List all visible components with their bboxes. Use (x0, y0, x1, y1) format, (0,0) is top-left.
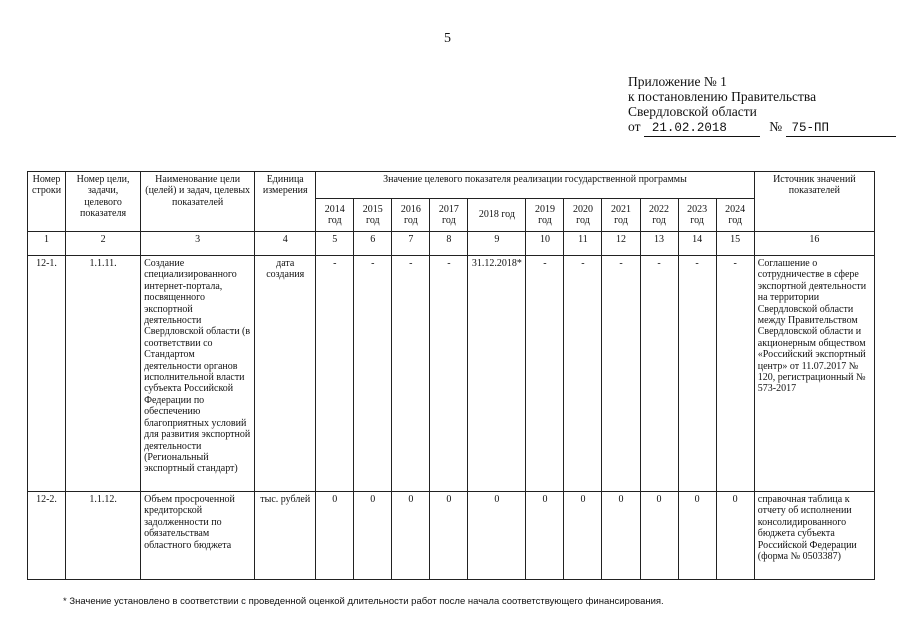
header-year: 2024 год (716, 199, 754, 232)
appendix-line-2: к постановлению Правительства (628, 89, 817, 104)
column-number: 12 (602, 232, 640, 256)
value-cell: 0 (316, 492, 354, 580)
indicator-table (27, 171, 875, 580)
header-year: 2015 год (354, 199, 392, 232)
value-cell: - (678, 256, 716, 492)
appendix-header (628, 74, 896, 137)
value-cell: - (354, 256, 392, 492)
number-label: № (769, 119, 783, 134)
value-cell: - (602, 256, 640, 492)
page-number: 5 (444, 31, 451, 46)
column-number: 9 (468, 232, 526, 256)
header-year: 2018 год (468, 199, 526, 232)
header-goal-num: Номер цели, задачи, целевого показателя (66, 172, 141, 232)
column-number: 3 (141, 232, 255, 256)
header-year: 2022 год (640, 199, 678, 232)
value-cell: - (564, 256, 602, 492)
column-number: 5 (316, 232, 354, 256)
unit: дата создания (255, 256, 316, 492)
column-number: 4 (255, 232, 316, 256)
column-number: 7 (392, 232, 430, 256)
value-cell: 0 (640, 492, 678, 580)
column-number: 14 (678, 232, 716, 256)
appendix-line-3: Свердловской области (628, 104, 757, 119)
table-row (28, 256, 875, 492)
header-year: 2014 год (316, 199, 354, 232)
source-cell: справочная таблица к отчету об исполнении консолидированного бюджета субъекта Российской Федерации (форма № 0503387) (754, 492, 874, 580)
from-label: от (628, 119, 641, 134)
decree-date: 21.02.2018 (644, 121, 760, 137)
column-number: 1 (28, 232, 66, 256)
value-cell: - (430, 256, 468, 492)
column-number: 13 (640, 232, 678, 256)
value-cell: 0 (678, 492, 716, 580)
indicator-name: Объем просроченной кредиторской задолженности по обязательствам областного бюджета (141, 492, 255, 580)
value-cell: 0 (526, 492, 564, 580)
value-cell: 0 (354, 492, 392, 580)
header-year: 2020 год (564, 199, 602, 232)
value-cell: 0 (716, 492, 754, 580)
goal-number: 1.1.11. (66, 256, 141, 492)
value-cell: - (392, 256, 430, 492)
value-cell: 0 (392, 492, 430, 580)
column-numbers-row (28, 232, 875, 256)
row-number: 12-1. (28, 256, 66, 492)
decree-number: 75-ПП (786, 121, 896, 137)
column-number: 2 (66, 232, 141, 256)
header-unit: Единица измерения (255, 172, 316, 232)
value-cell: 0 (430, 492, 468, 580)
unit: тыс. рублей (255, 492, 316, 580)
header-row (28, 172, 875, 199)
appendix-date-line (628, 119, 896, 137)
appendix-title: Приложение № 1 (628, 74, 727, 89)
header-row-num: Номер строки (28, 172, 66, 232)
column-number: 16 (754, 232, 874, 256)
header-value-group: Значение целевого показателя реализации государственной программы (316, 172, 755, 199)
value-cell: 0 (468, 492, 526, 580)
column-number: 6 (354, 232, 392, 256)
goal-number: 1.1.12. (66, 492, 141, 580)
header-year: 2019 год (526, 199, 564, 232)
column-number: 15 (716, 232, 754, 256)
value-cell: - (716, 256, 754, 492)
value-cell: - (316, 256, 354, 492)
value-cell: 0 (564, 492, 602, 580)
indicator-name: Создание специализированного интернет-портала, посвященного экспортной деятельности Свердловской области (в соответствии со Стандартом деятельности органов исполнительной власти субъекта Российской Федерации по обеспечению благоприятных условий для развития экспортной деятельности (Региональный экспортный стандарт) (141, 256, 255, 492)
column-number: 8 (430, 232, 468, 256)
source-cell: Соглашение о сотрудничестве в сфере экспортной деятельности на территории Свердловской области между Правительством Свердловской области и акционерным обществом «Российский экспортный центр» от 11.07.2017 № 120, регистрационный № 573-2017 (754, 256, 874, 492)
header-year: 2023 год (678, 199, 716, 232)
table-row (28, 492, 875, 580)
header-source: Источник значений показателей (754, 172, 874, 232)
header-name: Наименование цели (целей) и задач, целевых показателей (141, 172, 255, 232)
header-year: 2017 год (430, 199, 468, 232)
header-year: 2021 год (602, 199, 640, 232)
row-number: 12-2. (28, 492, 66, 580)
column-number: 11 (564, 232, 602, 256)
footnote: * Значение установлено в соответствии с проведенной оценкой длительности работ после начала соответствующего финансирования. (63, 596, 664, 607)
column-number: 10 (526, 232, 564, 256)
value-cell: 0 (602, 492, 640, 580)
value-cell: - (640, 256, 678, 492)
value-cell: - (526, 256, 564, 492)
value-cell: 31.12.2018* (468, 256, 526, 492)
header-year: 2016 год (392, 199, 430, 232)
